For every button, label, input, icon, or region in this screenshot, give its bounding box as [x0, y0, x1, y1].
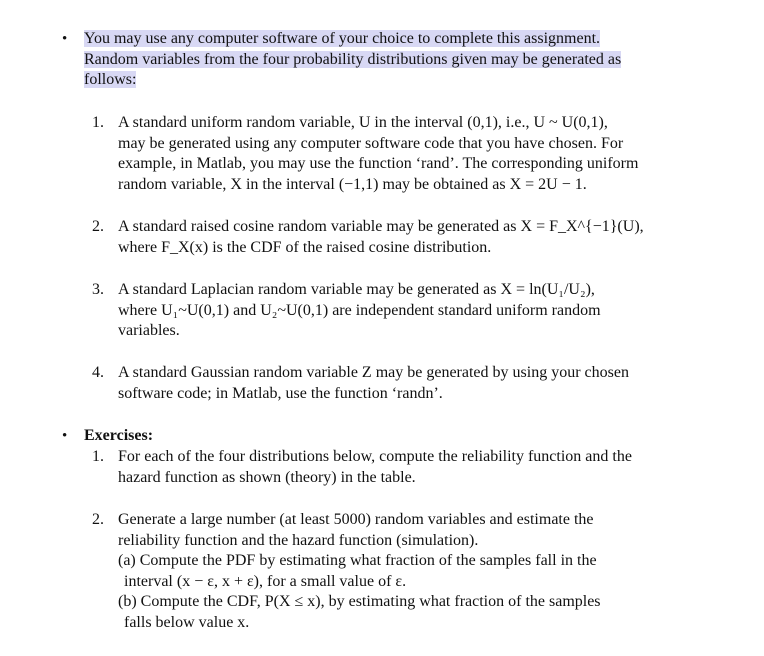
item-3-line-3: variables.: [118, 322, 180, 339]
intro-line-2: Random variables from the four probability distributions given may be generated as: [84, 50, 622, 68]
exercise-2-line-2: reliability function and the hazard function (simulation).: [118, 531, 479, 549]
exercise-1-number: 1.: [92, 448, 104, 465]
intro-line-1: You may use any computer software of your choice to complete this assignment.: [84, 30, 601, 47]
item-1-line-2: may be generated using any computer software code that you have chosen. For: [118, 134, 624, 152]
item-1-line-4: random variable, X in the interval (−1,1) may be obtained as X = 2U − 1.: [118, 175, 587, 193]
item-1-line-1: A standard uniform random variable, U in the interval (0,1), i.e., U ~ U(0,1),: [118, 114, 608, 131]
exercise-2-line-3: (a) Compute the PDF by estimating what fraction of the samples fall in the: [118, 552, 597, 569]
intro-bullet: •: [62, 31, 68, 47]
item-3-number: 3.: [92, 281, 104, 298]
item-4-text: [118, 363, 629, 404]
item-4-number: 4.: [92, 364, 104, 381]
exercise-2-line-1: Generate a large number (at least 5000) random variables and estimate the: [118, 511, 594, 528]
exercises-heading: Exercises:: [84, 427, 154, 444]
exercise-2-line-6: falls below value x.: [124, 613, 250, 631]
exercise-2-line-5: (b) Compute the CDF, P(X ≤ x), by estimating what fraction of the samples: [118, 593, 601, 610]
exercise-1-text: [118, 447, 632, 488]
item-2-text: [118, 217, 644, 258]
exercise-2-line-4: interval (x − ε, x + ε), for a small value of ε.: [124, 572, 407, 590]
exercise-2-text: [118, 510, 601, 633]
item-3-line-1: A standard Laplacian random variable may be generated as X = ln(U₁/U₂),: [118, 281, 595, 298]
item-4-line-1: A standard Gaussian random variable Z may be generated by using your chosen: [118, 364, 629, 381]
exercise-1-line-1: For each of the four distributions below, compute the reliability function and the: [118, 448, 632, 465]
item-2-line-1: A standard raised cosine random variable may be generated as X = F_X^{−1}(U),: [118, 218, 644, 235]
item-1-number: 1.: [92, 114, 104, 131]
item-4-line-2: software code; in Matlab, use the function ‘randn’.: [118, 384, 443, 402]
item-2-number: 2.: [92, 218, 104, 235]
item-2-line-2: where F_X(x) is the CDF of the raised cosine distribution.: [118, 238, 492, 256]
exercise-1-line-2: hazard function as shown (theory) in the table.: [118, 468, 416, 486]
exercises-bullet: •: [62, 428, 68, 444]
item-3-text: [118, 280, 601, 342]
intro-line-3: follows:: [84, 71, 137, 88]
item-3-line-2: where U₁~U(0,1) and U₂~U(0,1) are independent standard uniform random: [118, 301, 601, 319]
exercise-2-number: 2.: [92, 511, 104, 528]
item-1-text: [118, 113, 638, 195]
intro-paragraph: [84, 29, 621, 91]
item-1-line-3: example, in Matlab, you may use the function ‘rand’. The corresponding uniform: [118, 155, 639, 172]
